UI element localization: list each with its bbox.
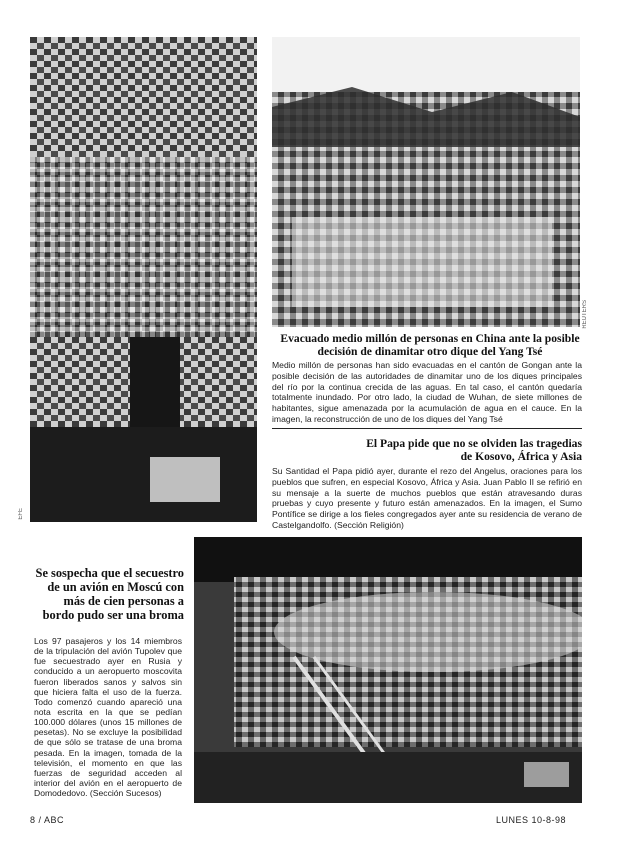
photo-castelgandolfo [30,37,257,522]
photo-moscow-aircraft [194,537,582,803]
papa-headline-line1: El Papa pide que no se olviden las tragedias [366,437,582,450]
issue-date: LUNES 10-8-98 [496,815,567,825]
photo-credit-papa: EFE [18,508,24,520]
moscow-headline: Se sospecha que el secuestro de un avión en Moscú con más de cien personas a bordo pudo ser una broma [35,566,184,622]
china-headline: Evacuado medio millón de personas en China ante la posible decisión de dinamitar otro dique del Yang Tsé [280,332,580,358]
page-number: 8 / ABC [30,815,65,825]
papa-headline-line2: de Kosovo, África y Asia [460,450,582,463]
divider-china-papa [272,428,582,429]
moscow-body: Los 97 pasajeros y los 14 miembros de la tripulación del avión Tupolev que fue secuestrado ayer en Rusia y conducido a un aeropuerto moscovita fueron liberados sanos y salvos sin que hiciera falta el uso de la fuerza. Todo comenzó cuando apareció una nota escrita en la que se pedían 100.000 dólares (unos 15 millones de pesetas). No se excluye la posibilidad de que sólo se tratase de una broma pesada. En la imagen, tomada de la televisión, el momento en que las fuerzas de seguridad acceden al interior del avión en el aeropuerto de Domodedovo. (Sección Sucesos) [34,636,182,799]
papa-body: Su Santidad el Papa pidió ayer, durante el rezo del Angelus, oraciones para los pueblos que sufren, en especial Kosovo, África y Asia. Juan Pablo II se refirió en su mensaje a la suerte de muchos pueblos que están atravesando duras pruebas y cuyo presente y futuro están amenazados. En la imagen, el Sumo Pontífice se dirige a los fieles congregados ayer ante su residencia de verano de Castelgandolfo. (Sección Religión) [272,466,582,531]
photo-china-dike [272,37,580,327]
china-body: Medio millón de personas han sido evacuadas en el cantón de Gongan ante la posible decisión de las autoridades de dinamitar uno de los diques principales del río por la continua crecida de las aguas. En tal caso, el cantón quedaría totalmente inundado. Por otro lado, la ciudad de Wuhan, de siete millones de habitantes, sigue amenazada por la acumulación de agua en el cauce. En la imagen, la reconstrucción de uno de los diques del Yang Tsé [272,360,582,425]
photo-credit-china: REUTERS [582,300,588,329]
